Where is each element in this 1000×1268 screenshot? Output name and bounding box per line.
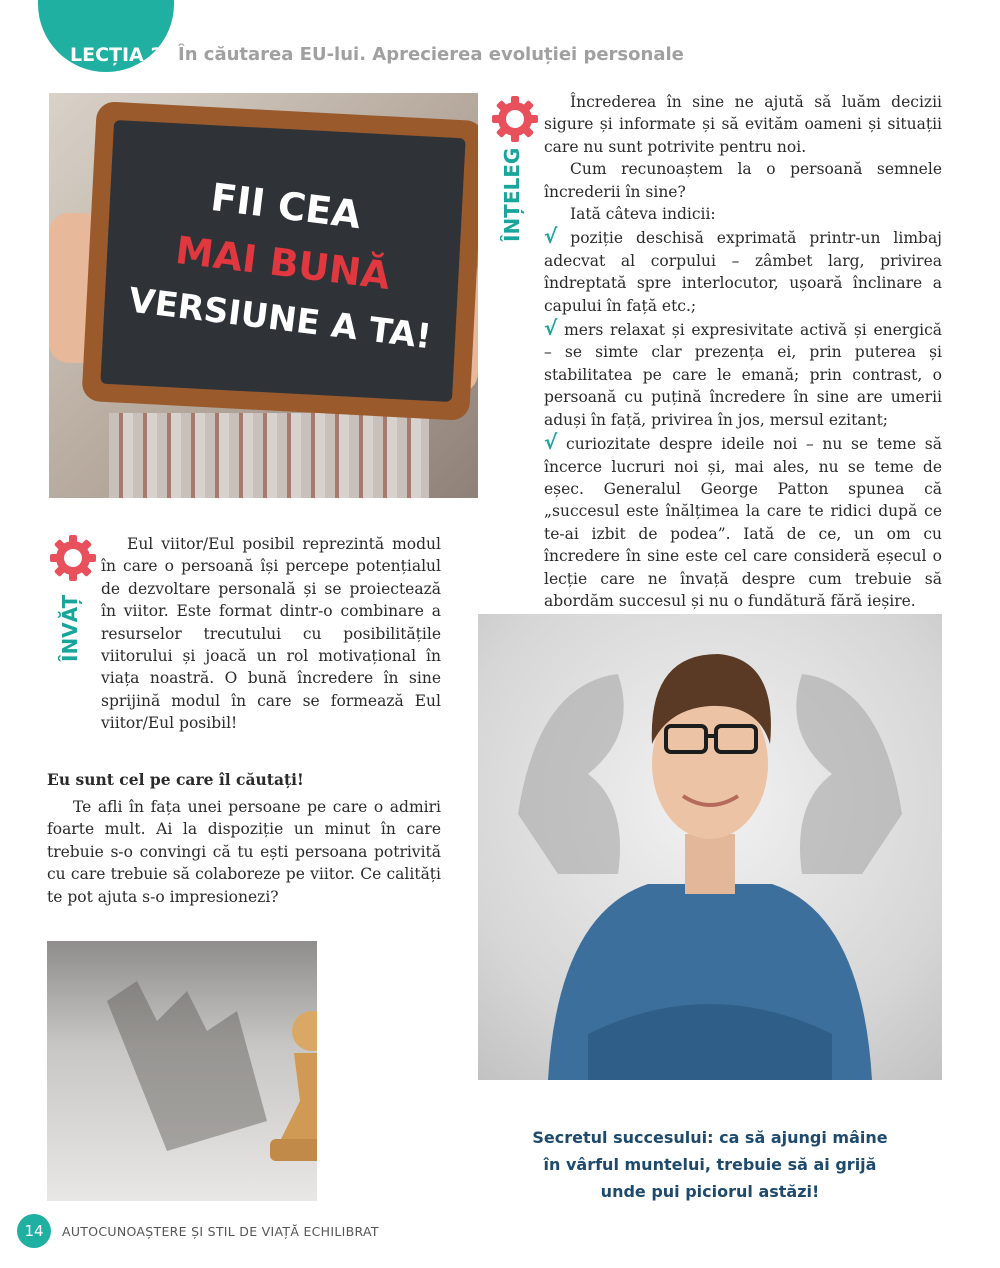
invat-text-block [101, 533, 441, 735]
inteleg-bullet-2: √ mers relaxat și expresivitate activă și energică – se simte clar prezența ei, prin puterea și stabilitatea pe care le emană; prin contrast, o persoană cu puțină încredere în sine are umerii aduși în față, privirea în jos, mersul ezitant; [544, 316, 943, 429]
quote-line-3: unde pui piciorul astăzi! [600, 1182, 820, 1201]
inteleg-paragraph-2: Cum recunoaștem la o persoană semnele încrederii în sine? [544, 160, 942, 201]
chalkboard-line-1: FII CEA [208, 175, 364, 238]
inteleg-bullet-1: √ poziție deschisă exprimată printr-un limbaj adecvat al corpului – zâmbet larg, privirea îndreptată spre interlocutor, ușoară înclinare a capului în față etc.; [544, 224, 942, 315]
inteleg-section-label: ÎNȚELEG [500, 147, 524, 242]
inteleg-bullet-3: √ curiozitate despre ideile noi – nu se teme să încerce lucruri noi și, mai ales, nu se teme de eșec. Generalul George Patton spunea că „succesul este înălțimea la care te ridici după ce te-ai izbit de podea”. Iată de ce, un om cu încredere în sine este cel care consideră eșecul o lecție care ne învață despre cum trebuie să abordăm succesul și nu o fundătură fără ieșire. [544, 430, 942, 610]
invat-section-label: ÎNVĂȚ [58, 594, 82, 662]
boy-illustration [478, 614, 942, 1080]
chalkboard-photo [49, 93, 478, 498]
gear-icon [490, 94, 540, 144]
check-icon: √ [544, 224, 558, 249]
lesson-title: În căutarea EU-lui. Aprecierea evoluției personale [178, 44, 684, 65]
chalkboard [100, 120, 465, 402]
invat-paragraph: Eul viitor/Eul posibil reprezintă modul în care o persoană își percepe potențialul de dezvoltare personală și se proiectează în viitor. Este format dintr-o combinare a resurselor trecutului cu posibilitățile viitorului și joacă un rol motivațional în viața noastră. O bună încredere în sine sprijină modul în care se formează Eul viitor/Eul posibil! [101, 535, 441, 733]
gear-icon [48, 533, 98, 583]
check-icon: √ [544, 316, 558, 341]
chalkboard-line-3: VERSIUNE A TA! [126, 280, 434, 358]
exercise-title: Eu sunt cel pe care îl căutați! [47, 770, 304, 789]
exercise-text-block [47, 796, 441, 908]
quote-line-1: Secretul succesului: ca să ajungi mâine [532, 1128, 888, 1147]
quote-line-2: în vârful muntelui, trebuie să ai grijă [543, 1155, 877, 1174]
inteleg-text-block [544, 91, 942, 612]
check-icon: √ [544, 430, 558, 455]
inteleg-paragraph-1: Încrederea în sine ne ajută să luăm decizii sigure și informate și să evităm oameni și situații care nu sunt potrivite pentru noi. [544, 93, 942, 156]
exercise-paragraph: Te afli în fața unei persoane pe care o admiri foarte mult. Ai la dispoziție un minut în care trebuie s-o convingi că tu ești persoana potrivită cu care trebuie să colaboreze pe viitor. Ce calități te pot ajuta s-o impresionezi? [47, 798, 441, 906]
pawn-illustration [47, 941, 317, 1201]
chalkboard-line-2: MAI BUNĂ [173, 228, 393, 298]
pawn-king-shadow-photo [47, 941, 317, 1201]
inteleg-paragraph-3: Iată câteva indicii: [570, 205, 716, 224]
lesson-badge: LECȚIA 2 [70, 44, 164, 66]
confident-boy-photo [478, 614, 942, 1080]
success-quote [520, 1124, 900, 1205]
page-number: 14 [17, 1214, 51, 1248]
chalkboard-frame [81, 101, 478, 421]
plaid-shirt [109, 413, 429, 498]
footer-book-title: AUTOCUNOAȘTERE ȘI STIL DE VIAȚĂ ECHILIBRAT [62, 1224, 379, 1239]
